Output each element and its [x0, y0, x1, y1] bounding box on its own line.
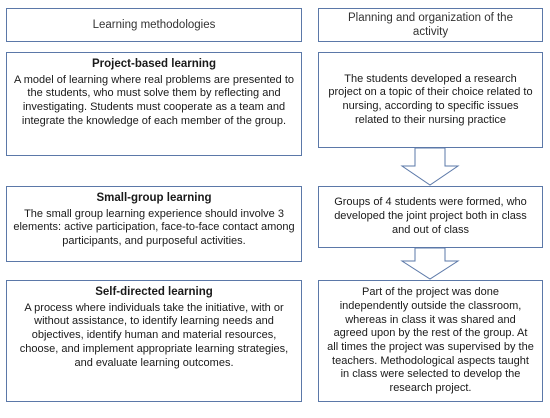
- methodology-description: A process where individuals take the initiative, with or without assistance, to identify learning needs and objectives, identify human and material resources, choose, and implement appropriate learning strategies, and evaluate learning outcomes.: [19, 301, 289, 369]
- down-arrow-icon: [400, 248, 460, 280]
- methodology-title: Small-group learning: [96, 192, 212, 204]
- activity-description: Groups of 4 students were formed, who developed the joint project both in class and out of class: [334, 196, 527, 236]
- activity-description: Part of the project was done independently outside the classroom, whereas in class it was shared and agreed upon by the rest of the group. At all times the project was supervised by the teachers. Methodological aspects taught in class were selected to develop the research project.: [327, 286, 534, 395]
- header-learning-methodologies: [6, 8, 302, 42]
- down-arrow-icon: [400, 148, 460, 186]
- activity-description: The students developed a research project on a topic of their choice related to nursing, according to specific issues related to their nursing practice: [328, 72, 533, 126]
- methodology-description: A model of learning where real problems are presented to the students, who must solve them by reflecting and investigating. Students must cooperate as a team and integrate the knowledge of each member of the group.: [13, 73, 295, 127]
- header-left-label: Learning methodologies: [92, 19, 216, 31]
- activity-box-independent-work: [318, 280, 543, 402]
- header-right-label: Planning and organization of the activity: [348, 12, 513, 38]
- methodology-title: Project-based learning: [92, 58, 216, 70]
- methodology-title: Self-directed learning: [95, 286, 213, 298]
- methodology-box-self-directed: [6, 280, 302, 402]
- header-planning-organization: [318, 8, 543, 42]
- methodology-box-project-based: [6, 52, 302, 156]
- activity-box-research-project: [318, 52, 543, 148]
- methodology-description: The small group learning experience should involve 3 elements: active participation, face-to-face contact among participants, and purposeful activities.: [13, 207, 295, 248]
- methodology-box-small-group: [6, 186, 302, 262]
- activity-box-groups: [318, 186, 543, 248]
